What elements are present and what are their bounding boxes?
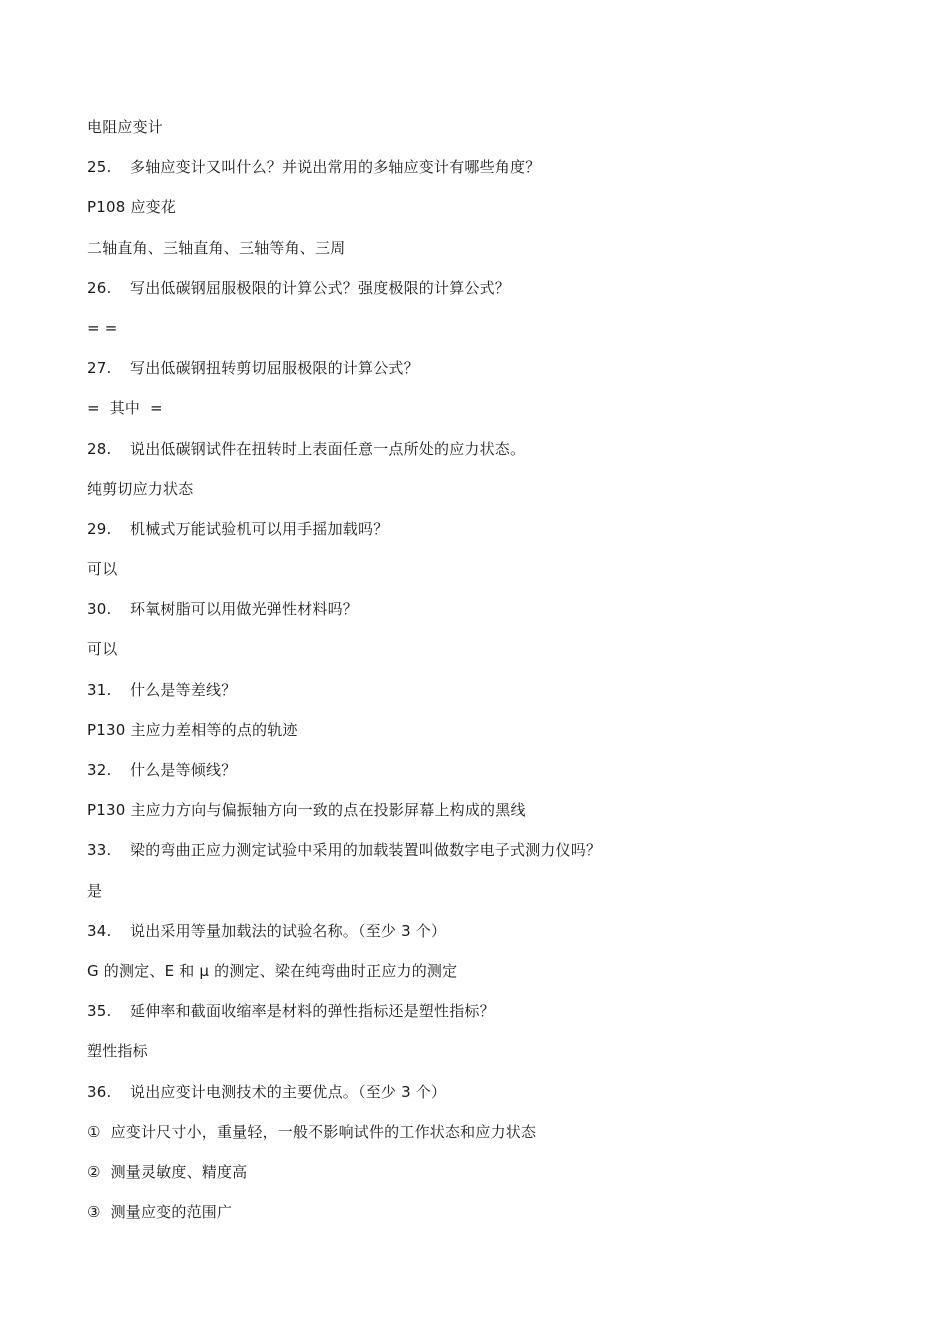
question-line bbox=[87, 598, 887, 638]
question-number: 27. bbox=[87, 359, 112, 378]
question-text: 说出应变计电测技术的主要优点。（至少 3 个） bbox=[130, 1082, 447, 1101]
answer-line: 二轴直角、三轴直角、三轴等角、三周 bbox=[87, 238, 346, 257]
question-line bbox=[87, 920, 887, 960]
question-text: 写出低碳钢扭转剪切屈服极限的计算公式？ bbox=[130, 359, 419, 378]
answer-line: ① 应变计尺寸小，重量轻，一般不影响试件的工作状态和应力状态 bbox=[87, 1122, 537, 1141]
question-number: 33. bbox=[87, 841, 112, 860]
answer-line: 纯剪切应力状态 bbox=[87, 479, 194, 498]
question-number: 34. bbox=[87, 921, 112, 940]
question-line bbox=[87, 1000, 887, 1040]
answer-line: P130 主应力差相等的点的轨迹 bbox=[87, 720, 298, 739]
question-line bbox=[87, 156, 887, 196]
question-text: 延伸率和截面收缩率是材料的弹性指标还是塑性指标？ bbox=[130, 1002, 495, 1021]
question-number: 25. bbox=[87, 158, 112, 177]
question-line bbox=[87, 357, 887, 397]
question-number: 30. bbox=[87, 600, 112, 619]
question-line bbox=[87, 759, 887, 799]
question-text: 说出采用等量加载法的试验名称。（至少 3 个） bbox=[130, 921, 447, 940]
answer-line: P130 主应力方向与偏振轴方向一致的点在投影屏幕上构成的黑线 bbox=[87, 801, 526, 820]
question-number: 28. bbox=[87, 439, 112, 458]
question-line bbox=[87, 277, 887, 317]
question-text: 什么是等倾线？ bbox=[130, 761, 237, 779]
question-number: 29. bbox=[87, 519, 112, 538]
answer-line: 电阻应变计 bbox=[87, 118, 164, 136]
answer-line: 是 bbox=[87, 881, 103, 900]
question-text: 什么是等差线？ bbox=[130, 680, 237, 699]
question-number: 32. bbox=[87, 761, 112, 779]
question-number: 35. bbox=[87, 1002, 112, 1021]
document-body bbox=[87, 116, 887, 1241]
answer-line: = 其中 = bbox=[87, 399, 163, 418]
question-number: 31. bbox=[87, 680, 112, 699]
answer-line: G 的测定、E 和 μ 的测定、梁在纯弯曲时正应力的测定 bbox=[87, 961, 458, 980]
answer-line: 塑性指标 bbox=[87, 1042, 148, 1061]
answer-line: ③ 测量应变的范围广 bbox=[87, 1203, 233, 1222]
question-text: 多轴应变计又叫什么？并说出常用的多轴应变计有哪些角度？ bbox=[130, 158, 541, 177]
question-line bbox=[87, 679, 887, 719]
answer-line: 可以 bbox=[87, 640, 118, 659]
question-line bbox=[87, 438, 887, 478]
question-line bbox=[87, 839, 887, 879]
answer-line: = = bbox=[87, 318, 118, 337]
answer-line: 可以 bbox=[87, 560, 118, 579]
question-number: 36. bbox=[87, 1082, 112, 1101]
question-line bbox=[87, 518, 887, 558]
question-number: 26. bbox=[87, 278, 112, 297]
question-text: 环氧树脂可以用做光弹性材料吗？ bbox=[130, 600, 359, 619]
question-text: 梁的弯曲正应力测定试验中采用的加载装置叫做数字电子式测力仪吗？ bbox=[130, 841, 602, 860]
question-text: 机械式万能试验机可以用手摇加载吗？ bbox=[130, 519, 389, 538]
question-text: 写出低碳钢屈服极限的计算公式？强度极限的计算公式？ bbox=[130, 278, 511, 297]
answer-line: ② 测量灵敏度、精度高 bbox=[87, 1162, 248, 1181]
question-line bbox=[87, 1081, 887, 1121]
answer-line: P108 应变花 bbox=[87, 198, 177, 217]
question-text: 说出低碳钢试件在扭转时上表面任意一点所处的应力状态。 bbox=[130, 439, 526, 458]
